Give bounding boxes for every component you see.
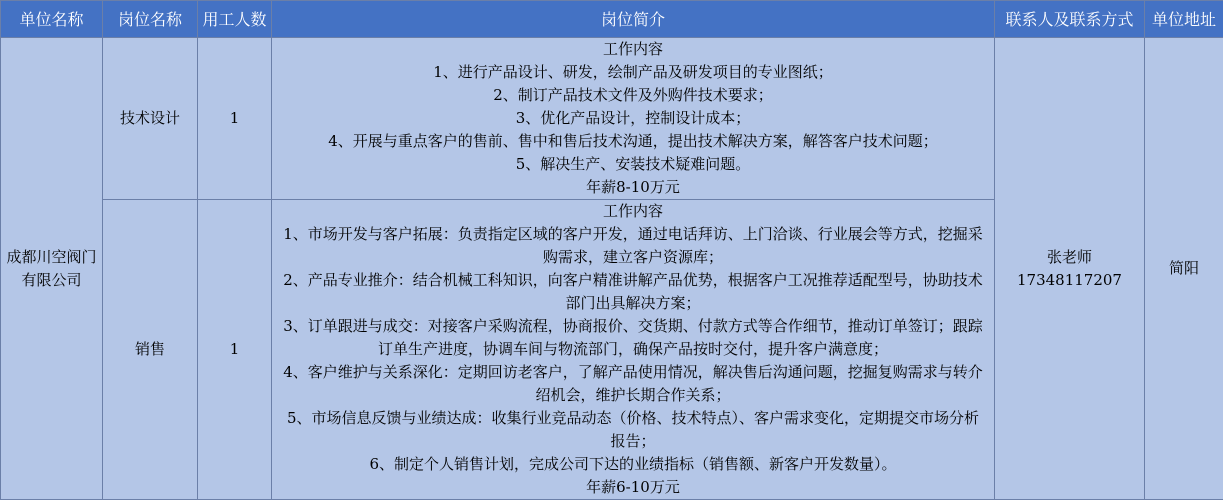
header-description: 岗位简介 bbox=[272, 1, 995, 38]
header-contact: 联系人及联系方式 bbox=[995, 1, 1145, 38]
header-headcount: 用工人数 bbox=[198, 1, 272, 38]
company-name: 成都川空阀门有限公司 bbox=[1, 38, 103, 500]
salary: 年薪6-10万元 bbox=[280, 476, 986, 499]
position-description bbox=[272, 38, 995, 200]
contact-phone: 17348117207 bbox=[999, 269, 1140, 292]
desc-line: 5、市场信息反馈与业绩达成：收集行业竞品动态（价格、技术特点）、客户需求变化，定期提交市场分析报告； bbox=[280, 407, 986, 453]
desc-line: 3、订单跟进与成交：对接客户采购流程，协商报价、交货期、付款方式等合作细节，推动订单签订；跟踪订单生产进度，协调车间与物流部门，确保产品按时交付，提升客户满意度； bbox=[280, 315, 986, 361]
headcount: 1 bbox=[198, 200, 272, 500]
headcount: 1 bbox=[198, 38, 272, 200]
desc-line: 工作内容 bbox=[280, 38, 986, 61]
header-address: 单位地址 bbox=[1145, 1, 1223, 38]
desc-line: 6、制定个人销售计划，完成公司下达的业绩指标（销售额、新客户开发数量）。 bbox=[280, 453, 986, 476]
desc-line: 工作内容 bbox=[280, 200, 986, 223]
desc-line: 5、解决生产、安装技术疑难问题。 bbox=[280, 153, 986, 176]
desc-line: 1、进行产品设计、研发，绘制产品及研发项目的专业图纸； bbox=[280, 61, 986, 84]
company-address: 简阳 bbox=[1145, 38, 1223, 500]
desc-line: 4、客户维护与关系深化：定期回访老客户，了解产品使用情况，解决售后沟通问题，挖掘复购需求与转介绍机会，维护长期合作关系； bbox=[280, 361, 986, 407]
desc-line: 2、制订产品技术文件及外购件技术要求； bbox=[280, 84, 986, 107]
desc-line: 2、产品专业推介：结合机械工科知识，向客户精准讲解产品优势，根据客户工况推荐适配型号，协助技术部门出具解决方案； bbox=[280, 269, 986, 315]
position-title: 技术设计 bbox=[103, 38, 198, 200]
header-row bbox=[1, 1, 1223, 38]
desc-line: 1、市场开发与客户拓展：负责指定区域的客户开发，通过电话拜访、上门洽谈、行业展会等方式，挖掘采购需求，建立客户资源库； bbox=[280, 223, 986, 269]
desc-line: 4、开展与重点客户的售前、售中和售后技术沟通，提出技术解决方案，解答客户技术问题； bbox=[280, 130, 986, 153]
desc-line: 3、优化产品设计，控制设计成本； bbox=[280, 107, 986, 130]
header-company: 单位名称 bbox=[1, 1, 103, 38]
table-row bbox=[1, 38, 1223, 200]
salary: 年薪8-10万元 bbox=[280, 176, 986, 199]
contact-info bbox=[995, 38, 1145, 500]
position-title: 销售 bbox=[103, 200, 198, 500]
header-position: 岗位名称 bbox=[103, 1, 198, 38]
position-description bbox=[272, 200, 995, 500]
contact-name: 张老师 bbox=[999, 246, 1140, 269]
